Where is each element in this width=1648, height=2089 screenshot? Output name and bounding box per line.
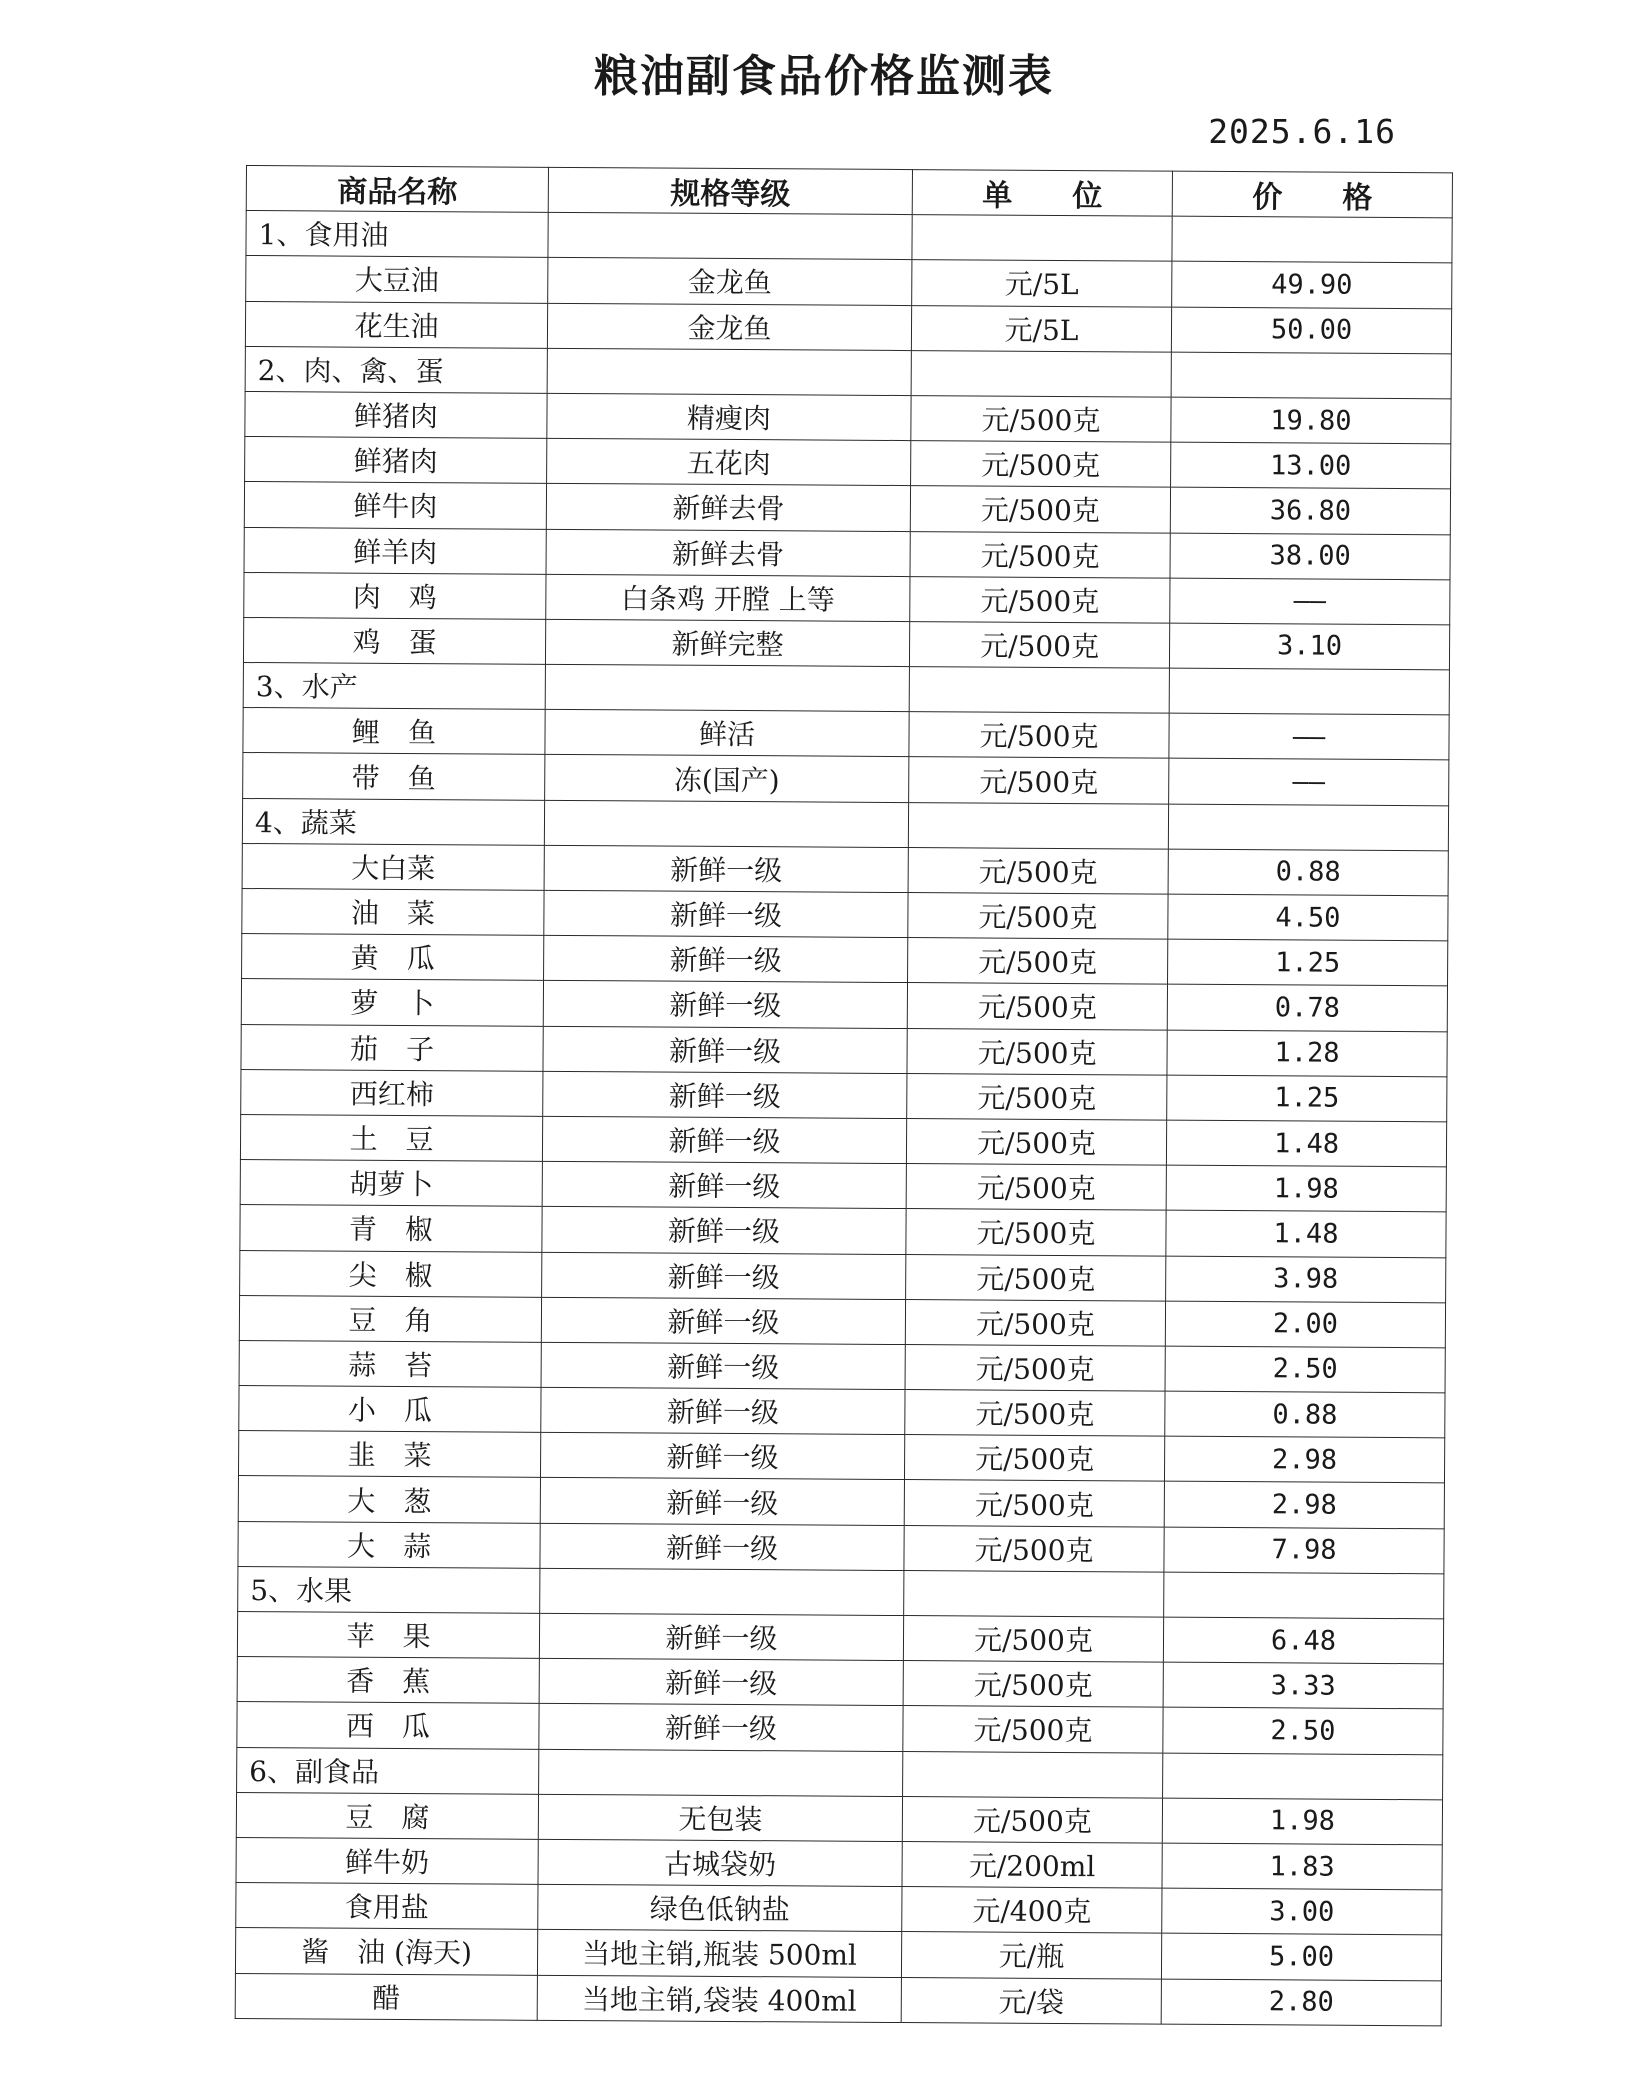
item-name: 鲜牛奶 <box>236 1837 538 1884</box>
item-name: 豆 腐 <box>236 1792 538 1839</box>
table-row <box>242 843 1448 896</box>
item-price: —— <box>1169 713 1449 760</box>
item-name: 鲜猪肉 <box>245 391 547 438</box>
document-date: 2025.6.16 <box>1208 112 1396 151</box>
item-unit: 元/500克 <box>905 1344 1165 1391</box>
document-title: 粮油副食品价格监测表 <box>594 51 1054 102</box>
item-name: 青 椒 <box>240 1205 542 1252</box>
item-unit: 元/200ml <box>902 1841 1162 1888</box>
item-name: 花生油 <box>245 301 547 348</box>
item-unit: 元/500克 <box>906 1254 1166 1301</box>
item-spec: 古城袋奶 <box>538 1839 902 1886</box>
header-price: 价 格 <box>1172 171 1452 218</box>
item-spec: 绿色低钠盐 <box>538 1884 902 1931</box>
item-name: 酱 油 (海天) <box>235 1928 537 1975</box>
table-row <box>237 1611 1443 1664</box>
item-price: 50.00 <box>1171 307 1451 354</box>
item-name: 黄 瓜 <box>242 934 544 981</box>
category-unit-empty <box>903 1751 1163 1798</box>
table-row <box>243 753 1449 806</box>
category-unit-empty <box>911 350 1171 397</box>
category-spec-empty <box>544 800 908 847</box>
item-price: 13.00 <box>1171 442 1451 489</box>
item-unit: 元/500克 <box>904 1525 1164 1572</box>
category-row <box>245 346 1451 399</box>
category-row <box>242 798 1448 851</box>
item-unit: 元/500克 <box>909 621 1169 668</box>
table-row <box>240 1250 1446 1303</box>
category-unit-empty <box>909 667 1169 714</box>
item-name: 蒜 苔 <box>239 1340 541 1387</box>
table-row <box>241 979 1447 1032</box>
item-price: 6.48 <box>1163 1617 1443 1664</box>
table-row <box>245 437 1451 490</box>
table-row <box>246 256 1452 309</box>
item-spec: 无包装 <box>538 1794 902 1841</box>
category-label: 1、食用油 <box>246 211 548 258</box>
item-unit: 元/500克 <box>902 1796 1162 1843</box>
item-unit: 元/5L <box>912 260 1172 307</box>
item-price: 3.10 <box>1169 623 1449 670</box>
item-spec: 新鲜一级 <box>540 1433 904 1480</box>
item-spec: 新鲜一级 <box>541 1297 905 1344</box>
category-spec-empty <box>548 213 912 260</box>
table-row <box>237 1702 1443 1755</box>
category-label: 4、蔬菜 <box>242 798 544 845</box>
table-row <box>242 888 1448 941</box>
item-unit: 元/500克 <box>904 1480 1164 1527</box>
item-price: 2.00 <box>1165 1301 1445 1348</box>
table-row <box>236 1883 1442 1936</box>
header-unit: 单 位 <box>912 170 1172 217</box>
item-price: 1.83 <box>1162 1843 1442 1890</box>
item-price: 2.98 <box>1164 1436 1444 1483</box>
item-price: 0.88 <box>1165 1391 1445 1438</box>
category-spec-empty <box>545 664 909 711</box>
item-name: 西红柿 <box>241 1069 543 1116</box>
item-unit: 元/500克 <box>910 576 1170 623</box>
header-spec: 规格等级 <box>548 167 912 214</box>
item-price: 2.80 <box>1161 1979 1441 2026</box>
item-name: 食用盐 <box>236 1883 538 1930</box>
table-row <box>240 1114 1446 1167</box>
table-row <box>238 1431 1444 1484</box>
item-unit: 元/500克 <box>911 441 1171 488</box>
item-price: —— <box>1170 578 1450 625</box>
table-row <box>237 1657 1443 1710</box>
item-price: 36.80 <box>1170 487 1450 534</box>
item-price: 3.33 <box>1163 1662 1443 1709</box>
item-unit: 元/袋 <box>901 1977 1161 2024</box>
table-row <box>235 1928 1441 1981</box>
item-spec: 新鲜一级 <box>540 1478 904 1525</box>
category-label: 6、副食品 <box>237 1747 539 1794</box>
item-unit: 元/500克 <box>909 757 1169 804</box>
item-name: 鲜羊肉 <box>244 527 546 574</box>
item-name: 苹 果 <box>237 1611 539 1658</box>
item-name: 土 豆 <box>240 1114 542 1161</box>
category-row <box>237 1747 1443 1800</box>
item-spec: 当地主销,瓶装 500ml <box>537 1930 901 1977</box>
table-row <box>239 1386 1445 1439</box>
item-spec: 新鲜一级 <box>541 1387 905 1434</box>
item-unit: 元/瓶 <box>901 1932 1161 1979</box>
item-name: 茄 子 <box>241 1024 543 1071</box>
header-row <box>246 166 1452 219</box>
item-spec: 新鲜一级 <box>542 1252 906 1299</box>
item-spec: 新鲜去骨 <box>546 484 910 531</box>
item-spec: 精瘦肉 <box>547 393 911 440</box>
item-spec: 新鲜完整 <box>545 619 909 666</box>
item-spec: 当地主销,袋装 400ml <box>537 1975 901 2022</box>
item-spec: 新鲜一级 <box>544 936 908 983</box>
item-name: 大 葱 <box>238 1476 540 1523</box>
table-row <box>239 1295 1445 1348</box>
item-unit: 元/500克 <box>907 1073 1167 1120</box>
item-unit: 元/500克 <box>911 396 1171 443</box>
item-name: 豆 角 <box>239 1295 541 1342</box>
item-spec: 冻(国产) <box>545 755 909 802</box>
item-spec: 新鲜一级 <box>543 981 907 1028</box>
item-spec: 金龙鱼 <box>547 303 911 350</box>
category-unit-empty <box>904 1570 1164 1617</box>
item-price: 38.00 <box>1170 533 1450 580</box>
item-spec: 新鲜一级 <box>544 890 908 937</box>
table-row <box>235 1973 1441 2026</box>
item-name: 韭 菜 <box>238 1431 540 1478</box>
category-spec-empty <box>539 1749 903 1796</box>
item-name: 大白菜 <box>242 843 544 890</box>
item-unit: 元/500克 <box>906 1164 1166 1211</box>
item-unit: 元/500克 <box>906 1209 1166 1256</box>
item-spec: 新鲜一级 <box>543 1071 907 1118</box>
table-row <box>244 527 1450 580</box>
category-spec-empty <box>547 348 911 395</box>
table-row <box>236 1837 1442 1890</box>
table-row <box>240 1160 1446 1213</box>
category-unit-empty <box>912 215 1172 262</box>
item-name: 鸡 蛋 <box>243 617 545 664</box>
item-price: 3.98 <box>1166 1256 1446 1303</box>
item-spec: 新鲜一级 <box>539 1613 903 1660</box>
item-name: 香 蕉 <box>237 1657 539 1704</box>
item-spec: 新鲜一级 <box>542 1207 906 1254</box>
table-row <box>238 1521 1444 1574</box>
table-row <box>243 617 1449 670</box>
item-price: 2.50 <box>1163 1708 1443 1755</box>
category-price-empty <box>1172 216 1452 263</box>
item-spec: 新鲜一级 <box>541 1342 905 1389</box>
item-spec: 新鲜一级 <box>542 1116 906 1163</box>
category-row <box>246 211 1452 264</box>
item-name: 萝 卜 <box>241 979 543 1026</box>
header-name: 商品名称 <box>246 166 548 213</box>
item-unit: 元/500克 <box>910 486 1170 533</box>
item-unit: 元/500克 <box>905 1299 1165 1346</box>
item-name: 醋 <box>235 1973 537 2020</box>
item-price: 1.25 <box>1168 939 1448 986</box>
table-row <box>244 572 1450 625</box>
table-row <box>242 934 1448 987</box>
item-unit: 元/500克 <box>904 1435 1164 1482</box>
item-price: 1.25 <box>1167 1075 1447 1122</box>
item-spec: 五花肉 <box>547 438 911 485</box>
item-price: 1.28 <box>1167 1030 1447 1077</box>
item-unit: 元/500克 <box>910 531 1170 578</box>
item-name: 肉 鸡 <box>244 572 546 619</box>
item-price: 5.00 <box>1161 1933 1441 1980</box>
table-row <box>245 391 1451 444</box>
item-spec: 新鲜一级 <box>540 1523 904 1570</box>
item-price: 19.80 <box>1171 397 1451 444</box>
item-unit: 元/5L <box>911 305 1171 352</box>
table-row <box>241 1069 1447 1122</box>
item-unit: 元/500克 <box>905 1390 1165 1437</box>
item-name: 西 瓜 <box>237 1702 539 1749</box>
table-row <box>238 1476 1444 1529</box>
category-label: 2、肉、禽、蛋 <box>245 346 547 393</box>
item-unit: 元/500克 <box>908 938 1168 985</box>
category-unit-empty <box>908 802 1168 849</box>
table-row <box>241 1024 1447 1077</box>
item-unit: 元/500克 <box>903 1706 1163 1753</box>
item-spec: 金龙鱼 <box>548 258 912 305</box>
item-price: 0.88 <box>1168 849 1448 896</box>
item-spec: 新鲜一级 <box>543 1026 907 1073</box>
item-spec: 白条鸡 开膛 上等 <box>546 574 910 621</box>
table-row <box>245 301 1451 354</box>
table-row <box>243 708 1449 761</box>
item-spec: 新鲜去骨 <box>546 529 910 576</box>
item-unit: 元/500克 <box>903 1661 1163 1708</box>
category-price-empty <box>1164 1572 1444 1619</box>
item-name: 鲤 鱼 <box>243 708 545 755</box>
item-name: 小 瓜 <box>239 1386 541 1433</box>
category-price-empty <box>1163 1753 1443 1800</box>
item-price: 1.98 <box>1162 1798 1442 1845</box>
item-price: 2.98 <box>1164 1482 1444 1529</box>
category-price-empty <box>1169 668 1449 715</box>
category-spec-empty <box>540 1568 904 1615</box>
item-name: 大 蒜 <box>238 1521 540 1568</box>
item-name: 油 菜 <box>242 888 544 935</box>
item-price: 1.48 <box>1166 1210 1446 1257</box>
item-price: 7.98 <box>1164 1527 1444 1574</box>
item-name: 胡萝卜 <box>240 1160 542 1207</box>
item-name: 尖 椒 <box>240 1250 542 1297</box>
item-unit: 元/500克 <box>906 1118 1166 1165</box>
table-row <box>236 1792 1442 1845</box>
table-row <box>240 1205 1446 1258</box>
item-price: 2.50 <box>1165 1346 1445 1393</box>
item-spec: 新鲜一级 <box>542 1161 906 1208</box>
item-spec: 新鲜一级 <box>539 1704 903 1751</box>
item-price: 4.50 <box>1168 894 1448 941</box>
item-unit: 元/500克 <box>908 847 1168 894</box>
item-price: 0.78 <box>1167 985 1447 1032</box>
item-spec: 新鲜一级 <box>544 845 908 892</box>
item-unit: 元/500克 <box>903 1616 1163 1663</box>
category-label: 5、水果 <box>238 1566 540 1613</box>
category-label: 3、水产 <box>243 663 545 710</box>
item-price: —— <box>1169 759 1449 806</box>
item-unit: 元/500克 <box>908 893 1168 940</box>
table-row <box>244 482 1450 535</box>
item-name: 鲜牛肉 <box>244 482 546 529</box>
table-body <box>235 211 1452 2026</box>
category-price-empty <box>1171 352 1451 399</box>
item-name: 大豆油 <box>246 256 548 303</box>
item-unit: 元/500克 <box>909 712 1169 759</box>
price-table <box>235 165 1453 2026</box>
item-unit: 元/500克 <box>907 1028 1167 1075</box>
table-row <box>239 1340 1445 1393</box>
item-name: 鲜猪肉 <box>245 437 547 484</box>
category-row <box>238 1566 1444 1619</box>
item-spec: 新鲜一级 <box>539 1659 903 1706</box>
item-price: 1.48 <box>1166 1120 1446 1167</box>
item-price: 3.00 <box>1162 1888 1442 1935</box>
item-price: 49.90 <box>1172 262 1452 309</box>
item-price: 1.98 <box>1166 1165 1446 1212</box>
item-name: 带 鱼 <box>243 753 545 800</box>
item-spec: 鲜活 <box>545 710 909 757</box>
category-row <box>243 663 1449 716</box>
item-unit: 元/500克 <box>907 983 1167 1030</box>
category-price-empty <box>1168 804 1448 851</box>
item-unit: 元/400克 <box>902 1887 1162 1934</box>
